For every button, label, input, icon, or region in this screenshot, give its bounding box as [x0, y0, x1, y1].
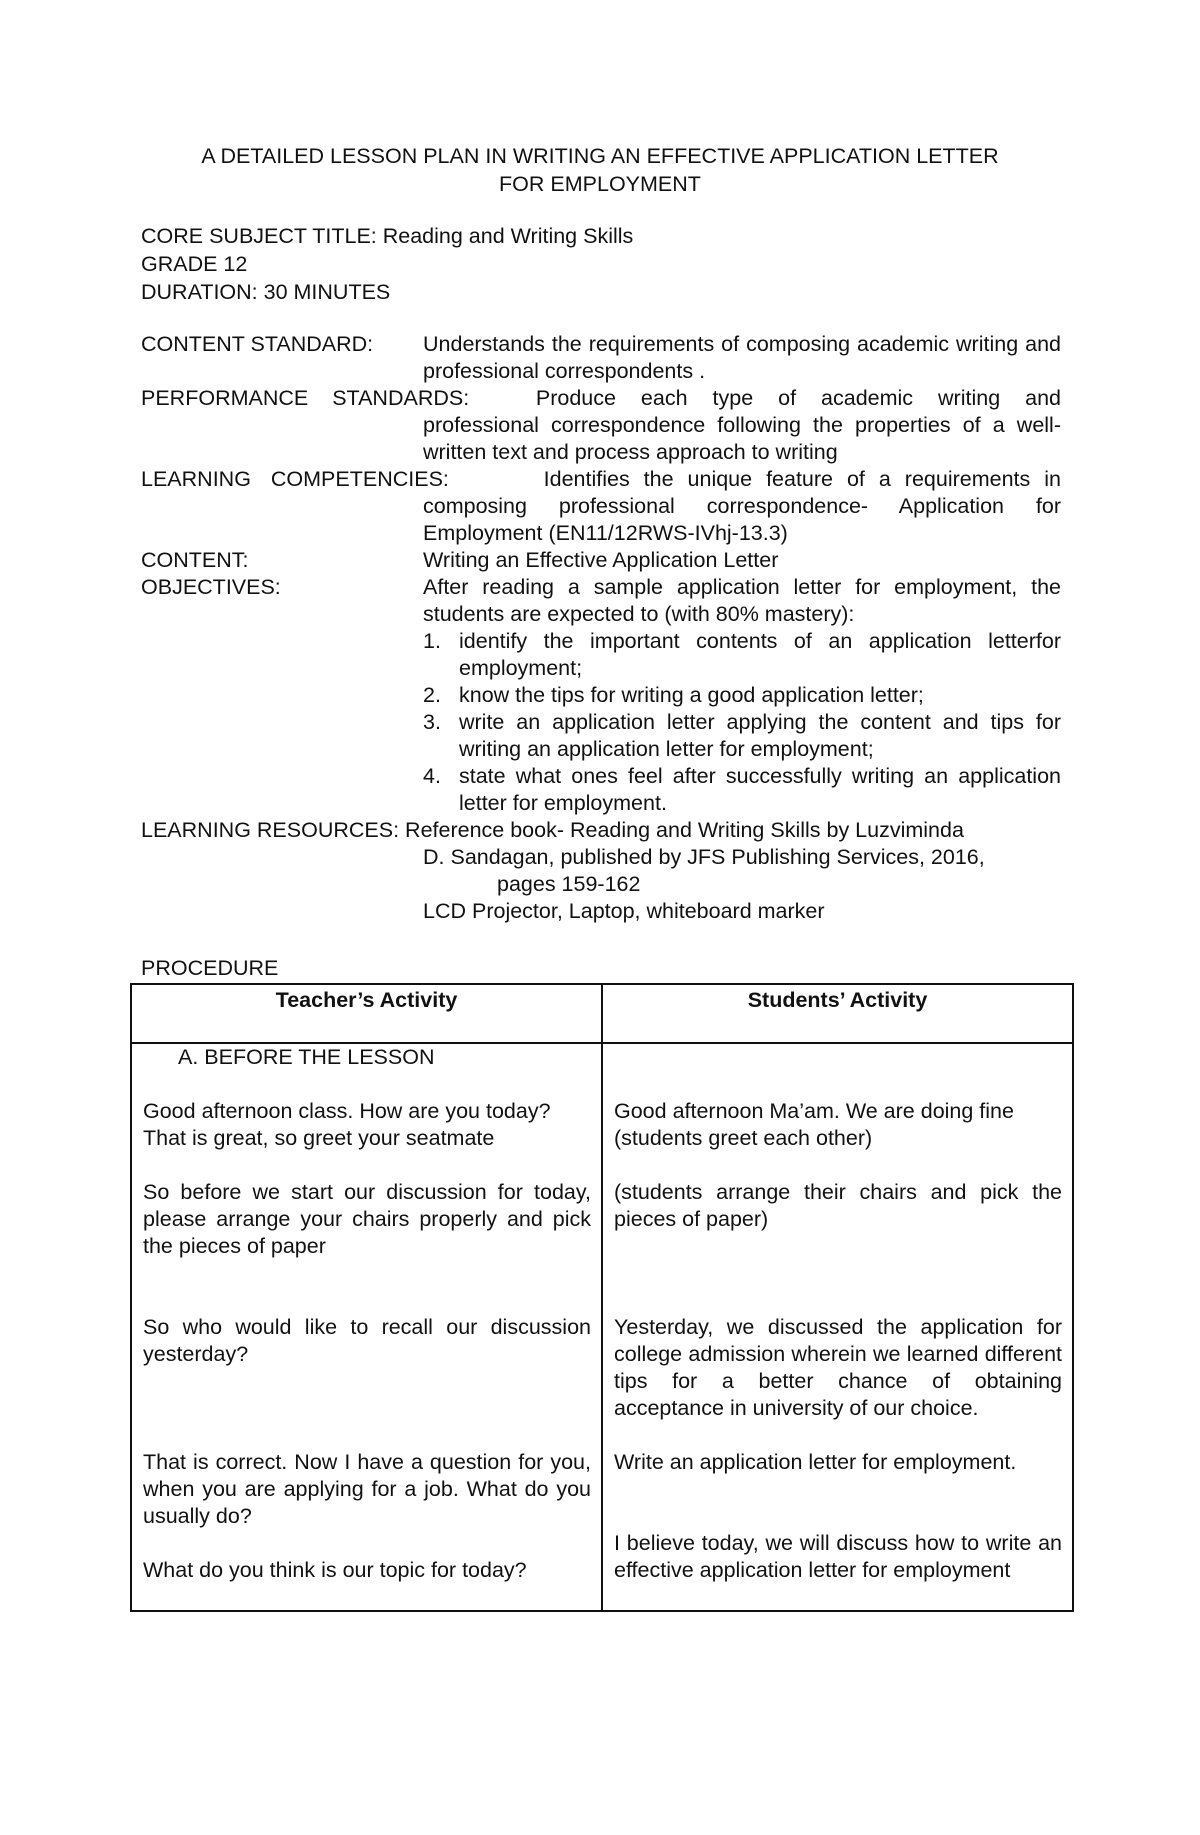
objective-item: 3. write an application letter applying the content and tips for writing an application letter for employment; [423, 710, 1061, 761]
content-value: Writing an Effective Application Letter [423, 548, 779, 572]
learning-competencies-label: LEARNING COMPETENCIES: [141, 467, 449, 491]
student-line: (students arrange their chairs and pick the pieces of paper) [614, 1180, 1062, 1231]
core-subject: CORE SUBJECT TITLE: Reading and Writing Skills [141, 224, 634, 248]
title-line-1: A DETAILED LESSON PLAN IN WRITING AN EFFECTIVE APPLICATION LETTER [201, 144, 999, 168]
learning-competencies-first: Identifies the unique feature of a requirements in [543, 467, 1061, 491]
performance-standards-label: PERFORMANCE STANDARDS: [141, 386, 470, 410]
teacher-line: So who would like to recall our discussion yesterday? [143, 1315, 591, 1366]
teacher-line: That is great, so greet your seatmate [143, 1126, 495, 1150]
objectives-row [141, 574, 1061, 817]
student-line: Yesterday, we discussed the application for college admission wherein we learned different tips for a better chance of obtaining acceptance in university of our choice. [614, 1315, 1062, 1420]
objectives-label: OBJECTIVES: [141, 575, 281, 599]
objectives-intro: After reading a sample application letter for employment, the students are expected to (with 80% mastery): [423, 575, 1061, 626]
objective-item: 4. state what ones feel after successfully writing an application letter for employment. [423, 764, 1061, 815]
procedure-label: PROCEDURE [141, 956, 279, 980]
resources-line-3: pages 159-162 [497, 872, 641, 896]
resources-line-4: LCD Projector, Laptop, whiteboard marker [423, 899, 825, 923]
teacher-line: That is correct. Now I have a question for you, when you are applying for a job. What do you usually do? [143, 1450, 591, 1528]
content-label: CONTENT: [141, 548, 249, 572]
teacher-activity-header: Teacher’s Activity [131, 984, 602, 1043]
grade: GRADE 12 [141, 252, 248, 276]
procedure-header-row [131, 984, 1073, 1043]
document-title [130, 142, 1070, 198]
duration: DURATION: 30 MINUTES [141, 280, 391, 304]
resources-line-1: Reference book- Reading and Writing Skills by Luzviminda [405, 818, 964, 842]
student-line: Good afternoon Ma’am. We are doing fine [614, 1099, 1014, 1123]
teacher-line: Good afternoon class. How are you today? [143, 1099, 551, 1123]
content-standard-row [141, 331, 1061, 385]
teacher-line: So before we start our discussion for today, please arrange your chairs properly and pick the pieces of paper [143, 1180, 591, 1258]
procedure-body-row [131, 1043, 1073, 1611]
students-activity-cell [602, 1043, 1073, 1611]
title-line-2: FOR EMPLOYMENT [499, 172, 701, 196]
performance-standards-value: professional correspondence following the properties of a well-written text and process approach to writing [423, 413, 1061, 464]
resources-line-2: D. Sandagan, published by JFS Publishing Services, 2016, [423, 845, 985, 869]
learning-competencies-row [141, 466, 1061, 547]
objective-item: 1. identify the important contents of an application letterfor employment; [423, 629, 1061, 680]
content-standard-label: CONTENT STANDARD: [141, 332, 374, 356]
teacher-activity-cell [131, 1043, 602, 1611]
procedure-table [130, 983, 1074, 1612]
standards-section [141, 331, 1061, 925]
teacher-line: What do you think is our topic for today? [143, 1558, 527, 1582]
learning-competencies-value: composing professional correspondence- Application for Employment (EN11/12RWS-IVhj-13.3) [423, 494, 1061, 545]
content-standard-value: Understands the requirements of composing academic writing and professional correspondents . [423, 332, 1061, 383]
student-line: (students greet each other) [614, 1126, 873, 1150]
objective-item: 2. know the tips for writing a good application letter; [423, 683, 924, 707]
student-line: I believe today, we will discuss how to write an effective application letter for employment [614, 1531, 1062, 1582]
objectives-list [423, 628, 1061, 817]
section-heading: A. BEFORE THE LESSON [178, 1045, 435, 1069]
student-line: Write an application letter for employment. [614, 1450, 1017, 1474]
content-row [141, 547, 1061, 574]
performance-standards-first: Produce each type of academic writing and [535, 386, 1061, 410]
performance-standards-row [141, 385, 1061, 466]
students-activity-header: Students’ Activity [602, 984, 1073, 1043]
learning-resources-row [141, 817, 1061, 925]
lesson-meta [141, 222, 1061, 306]
learning-resources-label: LEARNING RESOURCES: [141, 818, 400, 842]
